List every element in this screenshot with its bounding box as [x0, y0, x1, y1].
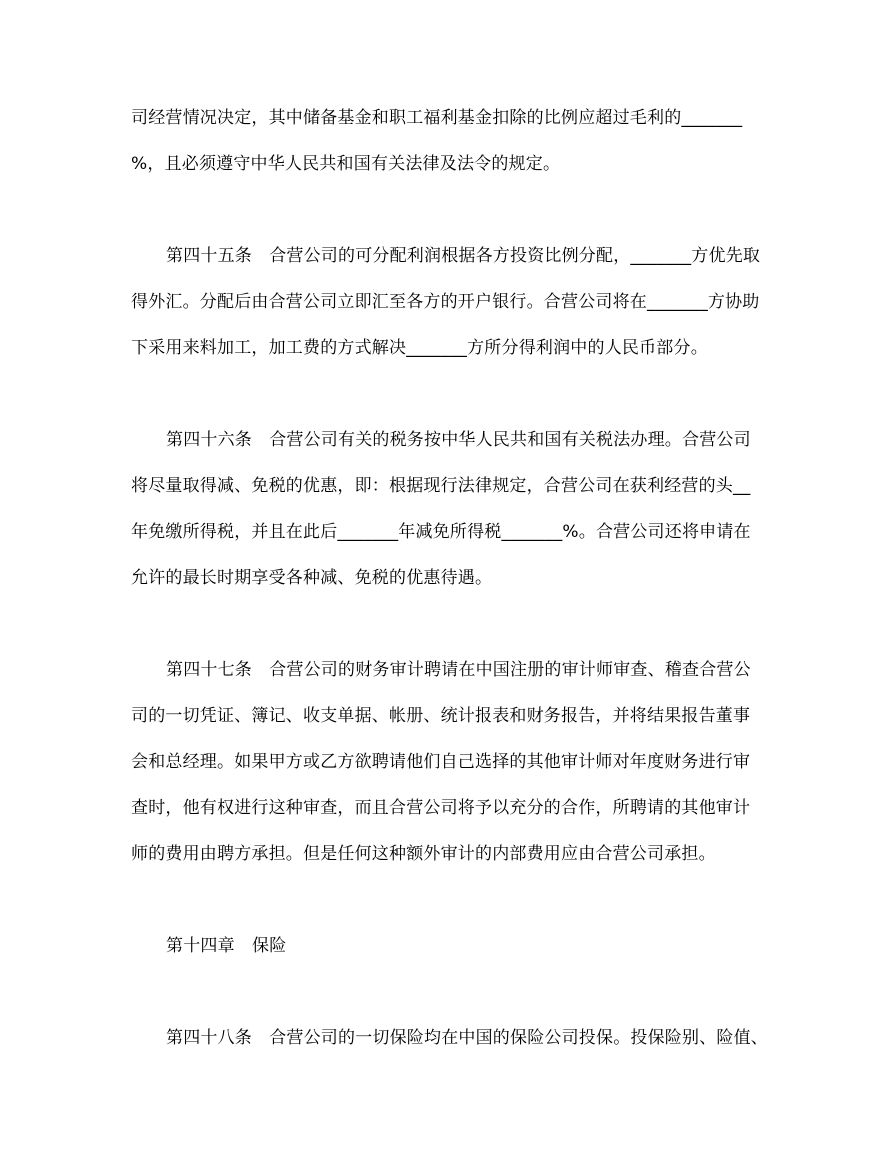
paragraph-line: 得外汇。分配后由合营公司立即汇至各方的开户银行。合营公司将在_______方协助	[131, 292, 760, 312]
article-45-heading-line: 第四十五条 合营公司的可分配利润根据各方投资比例分配，_______方优先取	[166, 246, 761, 266]
paragraph-line: 司经营情况决定，其中储备基金和职工福利基金扣除的比例应超过毛利的_______	[131, 108, 743, 128]
article-48-heading-line: 第四十八条 合营公司的一切保险均在中国的保险公司投保。投保险别、险值、	[166, 1028, 768, 1048]
paragraph-line: 师的费用由聘方承担。但是任何这种额外审计的内部费用应由合营公司承担。	[131, 844, 716, 864]
paragraph-line: %，且必须遵守中华人民共和国有关法律及法令的规定。	[131, 154, 561, 174]
paragraph-line: 查时，他有权进行这种审查，而且合营公司将予以充分的合作，所聘请的其他审计	[131, 798, 751, 818]
paragraph-line: 允许的最长时期享受各种减、免税的优惠待遇。	[131, 568, 493, 588]
paragraph-line: 下采用来料加工，加工费的方式解决_______方所分得利润中的人民币部分。	[131, 338, 708, 358]
paragraph-line: 会和总经理。如果甲方或乙方欲聘请他们自己选择的其他审计师对年度财务进行审	[131, 752, 751, 772]
article-46-heading-line: 第四十六条 合营公司有关的税务按中华人民共和国有关税法办理。合营公司	[166, 430, 751, 450]
article-47-heading-line: 第四十七条 合营公司的财务审计聘请在中国注册的审计师审查、稽查合营公	[166, 660, 751, 680]
paragraph-line: 年免缴所得税，并且在此后_______年减免所得税_______%。合营公司还将申请在	[131, 522, 751, 542]
paragraph-line: 司的一切凭证、簿记、收支单据、帐册、统计报表和财务报告，并将结果报告董事	[131, 706, 751, 726]
paragraph-line: 将尽量取得减、免税的优惠，即：根据现行法律规定，合营公司在获利经营的头__	[131, 476, 751, 496]
chapter-14-heading: 第十四章 保险	[166, 936, 287, 956]
